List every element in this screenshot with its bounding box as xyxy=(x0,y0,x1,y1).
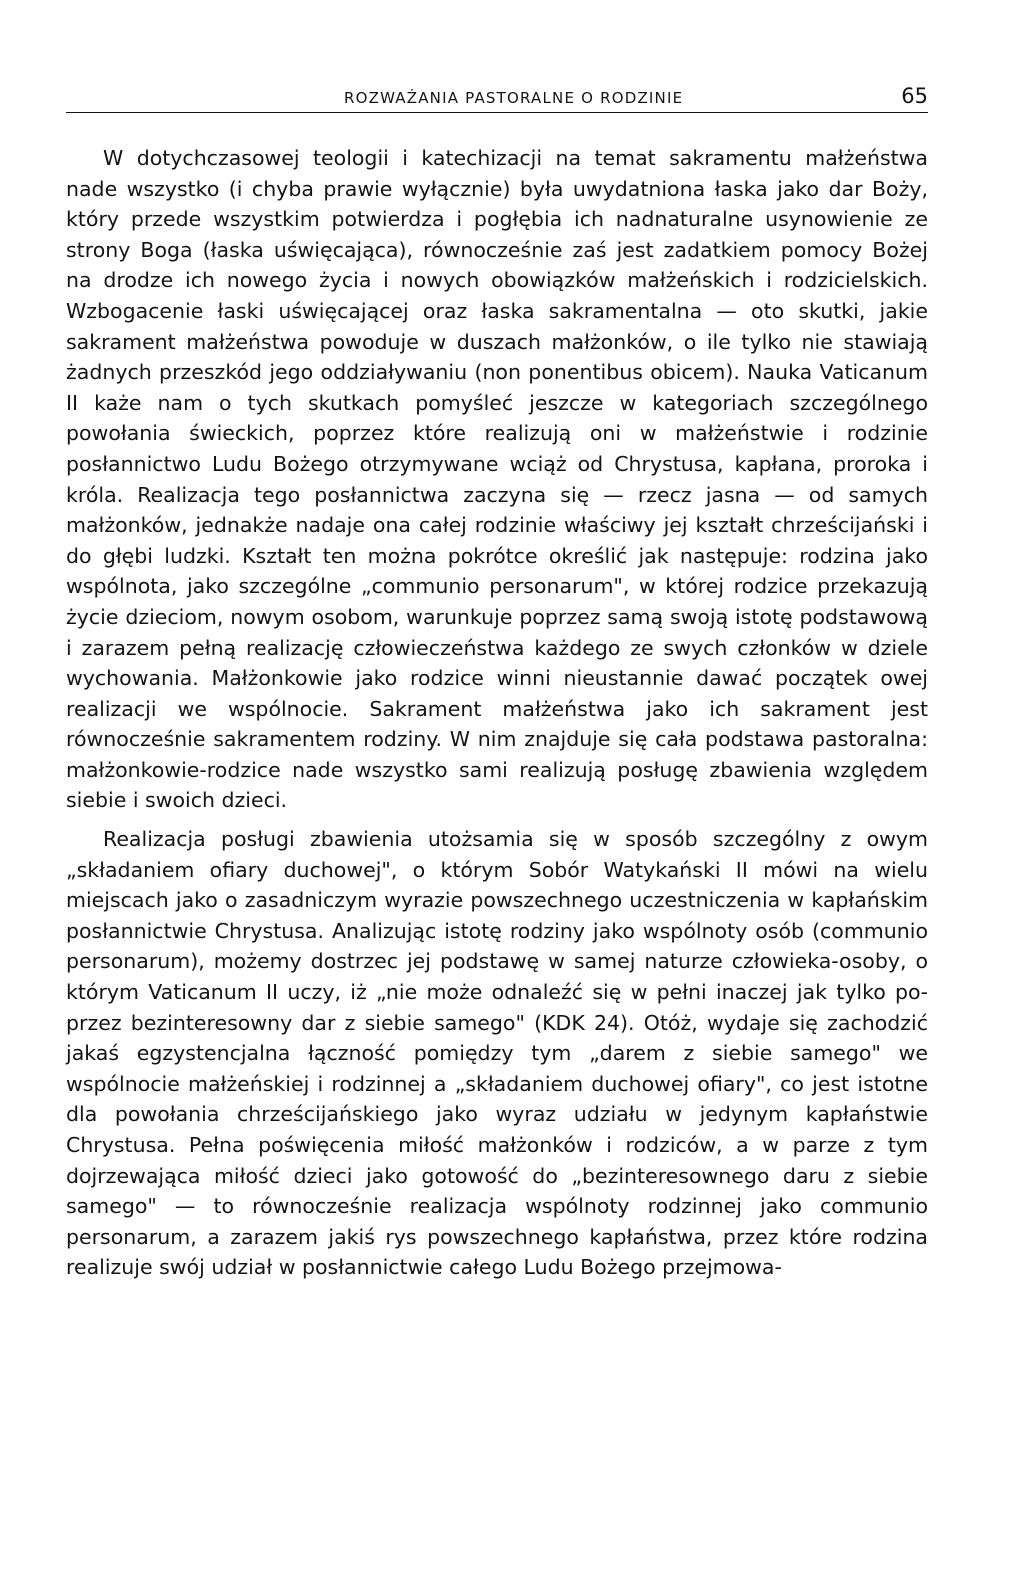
page-number: 65 xyxy=(901,84,928,108)
paragraph-2: Realizacja posługi zbawienia utożsamia się w sposób szczególny z owym „składaniem ofiary duchowej", o którym Sobór Watykański II mówi na wielu miejscach jako o zasadniczym wyrazie powszechnego uczestniczenia w kapłańskim posłannictwie Chrystusa. Analizując istotę rodziny jako wspólnoty osób (communio personarum), możemy dostrzec jej podstawę w samej naturze człowieka-osoby, o którym Vaticanum II uczy, iż „nie może odnaleźć się w pełni inaczej jak tylko poprzez bezinteresowny dar z siebie samego" (KDK 24). Otóż, wydaje się zachodzić jakaś egzystencjalna łączność pomiędzy tym „darem z siebie samego" we wspólnocie małżeńskiej i rodzinnej a „składaniem duchowej ofiary", co jest istotne dla powołania chrześcijańskiego jako wyraz udziału w jedynym kapłaństwie Chrystusa. Pełna poświęcenia miłość małżonków i rodziców, a w parze z tym dojrzewająca miłość dzieci jako gotowość do „bezinteresownego daru z siebie samego" — to równocześnie realizacja wspólnoty rodzinnej jako communio personarum, a zarazem jakiś rys powszechnego kapłaństwa, przez które rodzina realizuje swój udział w posłannictwie całego Ludu Bożego przejmowa- xyxy=(66,827,928,1280)
body-text xyxy=(66,143,928,1283)
page-header xyxy=(66,84,928,113)
paragraph-1: W dotychczasowej teologii i katechizacji na temat sakramentu małżeństwa nade wszystko (i chyba prawie wyłącznie) była uwydatniona łaska jako dar Boży, który przede wszystkim potwierdza i pogłębia ich nadnaturalne usynowienie ze strony Boga (łaska uświęcająca), równocześnie zaś jest zadatkiem pomocy Bożej na drodze ich nowego życia i nowych obowiązków małżeńskich i rodzicielskich. Wzbogacenie łaski uświęcającej oraz łaska sakramentalna — oto skutki, jakie sakrament małżeństwa powoduje w duszach małżonków, o ile tylko nie stawiają żadnych przeszkód jego oddziaływaniu (non ponentibus obicem). Nauka Vaticanum II każe nam o tych skutkach pomyśleć jeszcze w kategoriach szczególnego powołania świeckich, poprzez które realizują oni w małżeństwie i rodzinie posłannictwo Ludu Bożego otrzymywane wciąż od Chrystusa, kapłana, proroka i króla. Realizacja tego posłannictwa zaczyna się — rzecz jasna — od samych małżonków, jednakże nadaje ona całej rodzinie właściwy jej kształt chrześcijański i do głębi ludzki. Kształt ten można pokrótce określić jak następuje: rodzina jako wspólnota, jako szczególne „communio personarum", w której rodzice przekazują życie dzieciom, nowym osobom, warunkuje poprzez samą swoją istotę podstawową i zarazem pełną realizację człowieczeństwa każdego ze swych członków w dziele wychowania. Małżonkowie jako rodzice winni nieustannie dawać początek owej realizacji we wspólnocie. Sakrament małżeństwa jako ich sakrament jest równocześnie sakramentem rodziny. W nim znajduje się cała podstawa pastoralna: małżonkowie-rodzice nade wszystko sami realizują posługę zbawienia względem siebie i swoich dzieci. xyxy=(66,146,928,813)
running-title: ROZWAŻANIA PASTORALNE O RODZINIE xyxy=(343,89,684,107)
